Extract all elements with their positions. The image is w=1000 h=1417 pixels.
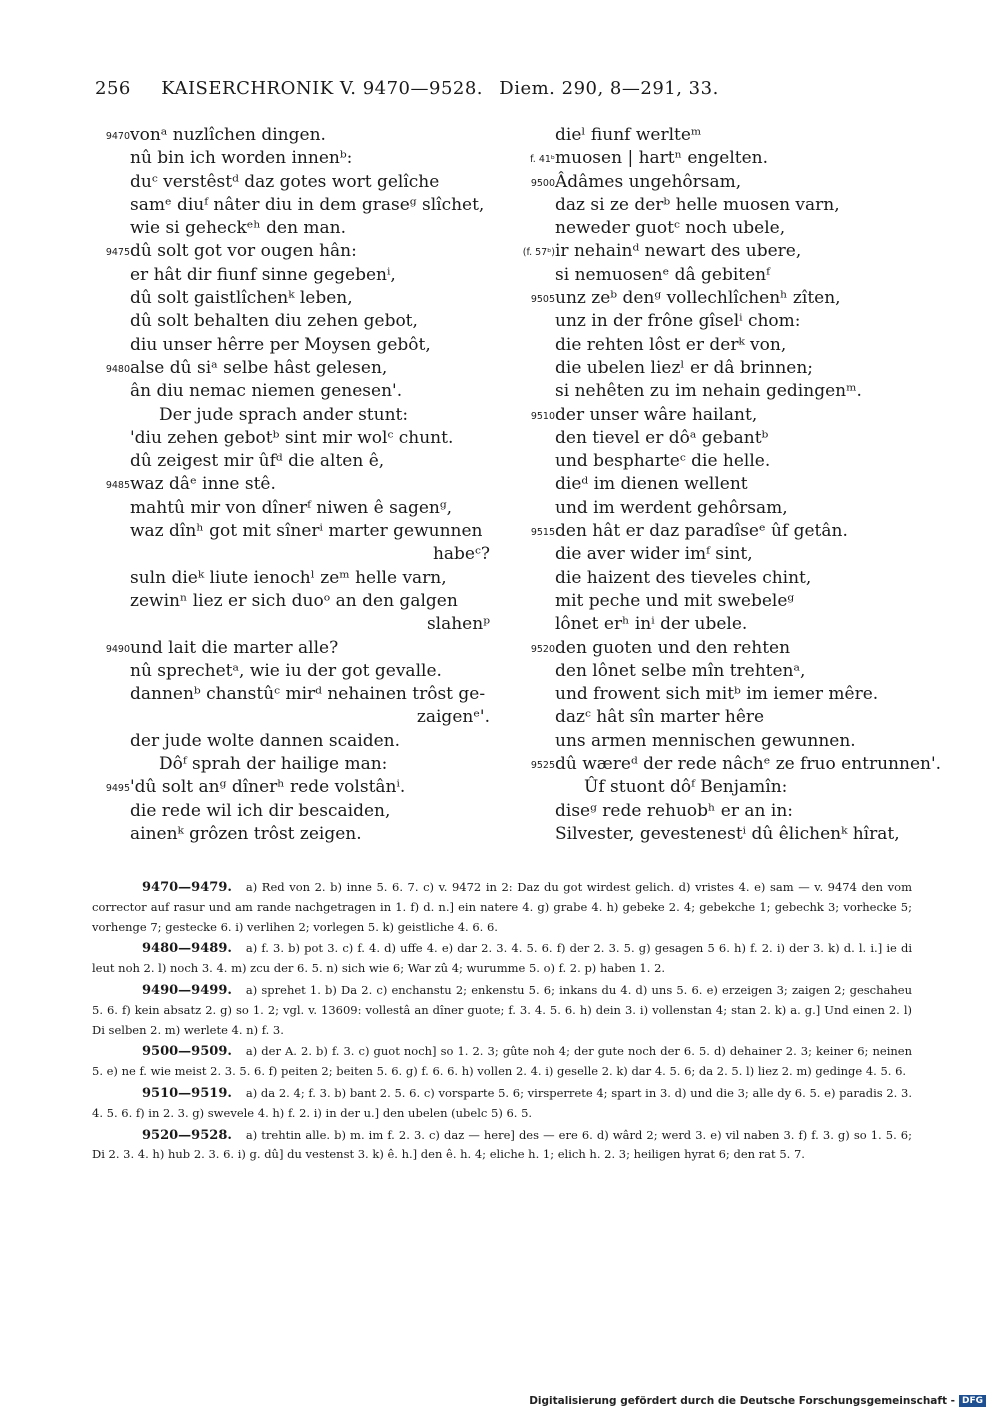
verse-text: Der jude sprach ander stunt: — [159, 404, 409, 425]
footnote-block — [92, 1042, 912, 1082]
verse-text: si nehêten zu im nehain gedingenᵐ. — [555, 381, 862, 402]
line-number: 9470 — [105, 131, 130, 142]
apparatus-footnotes — [92, 878, 912, 1167]
footnote-text: a) f. 3. b) pot 3. c) f. 4. d) uffe 4. e) dar 2. 3. 4. 5. 6. f) der 2. 3. 5. g) gesagen 5 6. h) f. 2. i) der 3. k) d. l. i.] ie di leut noh 2. l) noch 3. 4. m) zcu der 6. 5. n) sich wie 6; War zû 4; wurumme 5. o) f. 2. p) haben 1. 2. — [92, 941, 912, 976]
verse-text: der unser wâre hailant, — [555, 404, 758, 425]
verse-line — [80, 823, 510, 846]
verse-line — [505, 543, 935, 566]
verse-text: samᵉ diuᶠ nâter diu in dem graseᵍ slîchet, — [130, 194, 485, 215]
verse-line — [80, 427, 510, 450]
footnote-block — [92, 878, 912, 937]
footnote-range: 9500—9509. — [142, 1044, 232, 1060]
verse-text: die rede wil ich dir bescaiden, — [130, 800, 391, 821]
line-number: 9510 — [530, 410, 555, 422]
verse-text: dannenᵇ chanstûᶜ mirᵈ nehainen trôst ge- — [130, 684, 486, 705]
footnote-range: 9490—9499. — [142, 982, 232, 998]
footnote-text: a) Red von 2. b) inne 5. 6. 7. c) v. 9472 in 2: Daz du got wirdest gelich. d) vristes 4. e) sam — v. 9474 den vom corrector auf rasur und am rande nachgetragen in 1. f) d. n.] ein natere 4. g) grabe 4. h) gebeke 2. 4; gebekche 1; gebechk 3; vorhecke 5; vorhenge 7; gestecke 6. i) verlihen 2; vorlegen 5. k) geistliche 4. 6. 6. — [92, 880, 912, 934]
page-header — [95, 78, 765, 99]
verse-line — [505, 147, 935, 170]
verse-text: muosen | hartⁿ engelten. — [555, 148, 769, 169]
verse-line — [505, 171, 935, 194]
verse-line — [505, 124, 935, 147]
footnote-block — [92, 1084, 912, 1124]
line-number: 9500 — [530, 177, 555, 189]
dfg-logo: DFG — [959, 1395, 986, 1407]
verse-line — [80, 334, 510, 357]
verse-line — [80, 473, 510, 496]
verse-text: dieᵈ im dienen wellent — [555, 474, 748, 495]
footnote-text: a) trehtin alle. b) m. im f. 2. 3. c) daz — here] des — ere 6. d) wârd 2; werd 3. e) vil naben 3. f) f. 3. g) so 1. 5. 6; Di 2. 3. 4. h) hub 2. 3. 6. i) g. dû] du vestenst 3. k) ê. h.] den ê. h. 4; eliche h. 1; elich h. 2. 3; heiligen hyrat 6; den rat 5. 7. — [92, 1127, 912, 1162]
verse-line — [80, 800, 510, 823]
verse-text: mahtû mir von dînerᶠ niwen ê sagenᵍ, — [130, 497, 453, 518]
footnote-block — [92, 981, 912, 1040]
verse-text: daz si ze derᵇ helle muosen varn, — [555, 194, 840, 215]
verse-line — [505, 217, 935, 240]
verse-line — [505, 380, 935, 403]
verse-text: ainenᵏ grôzen trôst zeigen. — [130, 823, 362, 844]
verse-text: den hât er daz paradîseᵉ ûf getân. — [555, 521, 848, 542]
footnote-range: 9470—9479. — [142, 880, 232, 895]
verse-text: neweder guotᶜ noch ubele, — [555, 218, 786, 239]
verse-text: waz dînʰ got mit sînerⁱ marter gewunnen — [130, 521, 483, 542]
verse-line — [80, 380, 510, 403]
footnote-block — [92, 1126, 912, 1166]
verse-line — [80, 497, 510, 520]
verse-text: 'dû solt anᵍ dînerʰ rede volstânⁱ. — [130, 777, 406, 798]
verse-line — [80, 776, 510, 799]
verse-line — [505, 660, 935, 683]
verse-text: dû solt got vor ougen hân: — [130, 241, 357, 262]
line-number: (f. 57ᵇ) — [522, 247, 555, 259]
verse-line — [80, 683, 510, 706]
line-number: 9480 — [105, 363, 130, 375]
line-number: 9475 — [105, 247, 130, 259]
footnote-range: 9480—9489. — [142, 941, 232, 957]
verse-line — [80, 543, 510, 566]
verse-text: die aver wider imᶠ sint, — [555, 544, 753, 565]
left-verse-column — [80, 124, 510, 846]
verse-text: Ûf stuont dôᶠ Benjamîn: — [584, 777, 788, 798]
verse-line — [505, 240, 935, 263]
verse-text: dieˡ fiunf werlteᵐ — [555, 125, 702, 145]
verse-line — [505, 823, 935, 846]
verse-line — [80, 264, 510, 287]
verse-text: dû solt gaistlîchenᵏ leben, — [130, 288, 353, 309]
verse-line — [505, 450, 935, 473]
verse-text: die rehten lôst er derᵏ von, — [555, 334, 787, 355]
verse-line — [505, 473, 935, 496]
verse-text: den lônet selbe mîn trehtenᵃ, — [555, 660, 806, 681]
verse-text: die ubelen liezˡ er dâ brinnen; — [555, 357, 814, 378]
right-verse-column — [505, 124, 942, 846]
verse-text: vonᵃ nuzlîchen dingen. — [130, 125, 326, 145]
verse-text: ir nehainᵈ newart des ubere, — [555, 241, 802, 262]
verse-text: alse dû siᵃ selbe hâst gelesen, — [130, 357, 388, 378]
verse-line — [80, 357, 510, 380]
line-number: 9515 — [530, 527, 555, 539]
line-number: 9505 — [530, 294, 555, 306]
verse-line — [80, 590, 510, 613]
verse-line — [505, 730, 935, 753]
verse-text: den guoten und den rehten — [555, 637, 791, 658]
verse-line — [80, 310, 510, 333]
verse-line — [80, 171, 510, 194]
verse-text: der jude wolte dannen scaiden. — [130, 730, 400, 751]
verse-text: zewinⁿ liez er sich duoᵒ an den galgen — [130, 590, 458, 611]
funding-footer — [529, 1395, 986, 1407]
verse-line — [505, 613, 935, 636]
verse-text: si nemuosenᵉ dâ gebitenᶠ — [555, 264, 770, 285]
verse-line — [80, 147, 510, 170]
verse-line — [505, 776, 935, 799]
verse-line — [505, 590, 935, 613]
footnote-range: 9510—9519. — [142, 1085, 232, 1101]
verse-line — [505, 497, 935, 520]
verse-line — [505, 427, 935, 450]
verse-text: dû wæreᵈ der rede nâchᵉ ze fruo entrunnen'. — [555, 754, 942, 775]
verse-line — [505, 520, 935, 543]
running-title: KAISERCHRONIK V. 9470—9528. — [161, 78, 484, 99]
verse-text: und bespharteᶜ die helle. — [555, 451, 771, 472]
verse-line — [505, 404, 935, 427]
verse-line — [80, 450, 510, 473]
verse-line — [505, 706, 935, 729]
verse-text: uns armen mennischen gewunnen. — [555, 730, 856, 751]
verse-line — [505, 753, 942, 776]
verse-text: waz dâᵉ inne stê. — [130, 474, 276, 495]
verse-line — [80, 240, 510, 263]
verse-text: den tievel er dôᵃ gebantᵇ — [555, 427, 769, 448]
verse-line — [80, 124, 510, 147]
page-number: 256 — [95, 78, 131, 99]
verse-text: dû zeigest mir ûfᵈ die alten ê, — [130, 451, 385, 472]
verse-line — [80, 194, 510, 217]
line-number: f. 41ᵇ — [530, 154, 555, 166]
verse-line — [505, 194, 935, 217]
source-reference: Diem. 290, 8—291, 33. — [499, 78, 719, 99]
line-number: 9495 — [105, 783, 130, 795]
verse-line — [80, 637, 510, 660]
verse-line — [80, 706, 510, 729]
funding-text: Digitalisierung gefördert durch die Deutsche Forschungsgemeinschaft - — [529, 1395, 955, 1407]
verse-text: dû solt behalten diu zehen gebot, — [130, 311, 418, 332]
footnote-text: a) sprehet 1. b) Da 2. c) enchanstu 2; enkenstu 5. 6; inkans du 4. d) uns 5. 6. e) erzeigen 3; zaigen 2; geschaheu 5. 6. f) kein absatz 2. g) so 1. 2; vgl. v. 13609: vollestâ an dîner guote; f. 3. 4. 5. 6. h) dein 3. i) vollenstan 4; stan 2. k) a. g.] Und einen 2. l) Di selben 2. m) werlete 4. n) f. 3. — [92, 982, 912, 1037]
verse-text: er hât dir fiunf sinne gegebenⁱ, — [130, 264, 396, 285]
verse-text: dazᶜ hât sîn marter hêre — [555, 707, 765, 728]
verse-text: und im werdent gehôrsam, — [555, 497, 788, 518]
verse-text: lônet erʰ inⁱ der ubele. — [555, 614, 748, 635]
verse-text: Silvester, gevestenestⁱ dû êlichenᵏ hîrat, — [555, 823, 900, 844]
verse-text: diu unser hêrre per Moysen gebôt, — [130, 334, 431, 355]
verse-text: Dôᶠ sprah der hailige man: — [159, 754, 388, 775]
footnote-text: a) der A. 2. b) f. 3. c) guot noch] so 1. 2. 3; gûte noh 4; der gute noch der 6. 5. d) dehainer 2. 3; keiner 6; neinen 5. e) ne f. wie meist 2. 3. 5. 6. f) peiten 2; beiten 5. 6. g) f. 6. 6. h) vollen 2. 4. i) geselle 2. k) dar 4. 5. 6; da 2. 5. l) liez 2. m) gedinge 4. 5. 6. — [92, 1044, 912, 1079]
verse-line — [505, 637, 935, 660]
verse-text: slahenᵖ — [426, 614, 490, 635]
verse-text: diseᵍ rede rehuobʰ er an in: — [555, 800, 793, 821]
verse-text: habeᶜ? — [432, 544, 490, 565]
verse-text: und lait die marter alle? — [130, 637, 339, 658]
verse-text: nû bin ich worden innenᵇ: — [130, 148, 353, 169]
verse-line — [80, 287, 510, 310]
verse-line — [80, 753, 510, 776]
verse-line — [80, 660, 510, 683]
line-number: 9525 — [530, 760, 555, 772]
verse-text: unz zeᵇ denᵍ vollechlîchenʰ zîten, — [555, 288, 841, 309]
verse-line — [505, 287, 935, 310]
verse-text: unz in der frône gîselⁱ chom: — [555, 311, 801, 332]
verse-text: duᶜ verstêstᵈ daz gotes wort gelîche — [130, 171, 440, 192]
verse-text: mit peche und mit swebeleᵍ — [555, 590, 795, 611]
footnote-block — [92, 939, 912, 979]
line-number: 9520 — [530, 643, 555, 655]
verse-text: 'diu zehen gebotᵇ sint mir wolᶜ chunt. — [130, 427, 454, 448]
verse-line — [505, 357, 935, 380]
verse-text: die haizent des tieveles chint, — [555, 567, 812, 588]
verse-line — [505, 310, 935, 333]
verse-line — [80, 613, 510, 636]
footnote-text: a) da 2. 4; f. 3. b) bant 2. 5. 6. c) vorsparte 5. 6; virsperrete 4; spart in 3. d) und die 3; alle dy 6. 5. e) paradis 2. 3. 4. 5. 6. f) in 2. 3. g) swevele 4. h) f. 2. i) in der u.] den ubelen (ubelc 5) 6. 5. — [92, 1085, 912, 1120]
verse-text: zaigenᵉ'. — [416, 707, 490, 728]
verse-line — [80, 404, 510, 427]
verse-line — [80, 730, 510, 753]
line-number: 9485 — [105, 480, 130, 492]
verse-text: und frowent sich mitᵇ im iemer mêre. — [555, 684, 879, 705]
verse-line — [505, 334, 935, 357]
verse-line — [80, 217, 510, 240]
verse-line — [80, 567, 510, 590]
verse-text: suln dieᵏ liute ienochˡ zeᵐ helle varn, — [130, 567, 447, 588]
footnote-range: 9520—9528. — [142, 1127, 232, 1143]
verse-text: nû sprechetᵃ, wie iu der got gevalle. — [130, 660, 442, 681]
verse-line — [505, 264, 935, 287]
verse-text: Âdâmes ungehôrsam, — [555, 171, 742, 192]
verse-line — [505, 683, 935, 706]
verse-text: ân diu nemac niemen genesen'. — [130, 381, 403, 402]
verse-line — [505, 567, 935, 590]
line-number: 9490 — [105, 643, 130, 655]
verse-text: wie si geheckᵉʰ den man. — [130, 218, 347, 239]
verse-line — [80, 520, 510, 543]
verse-line — [505, 800, 935, 823]
